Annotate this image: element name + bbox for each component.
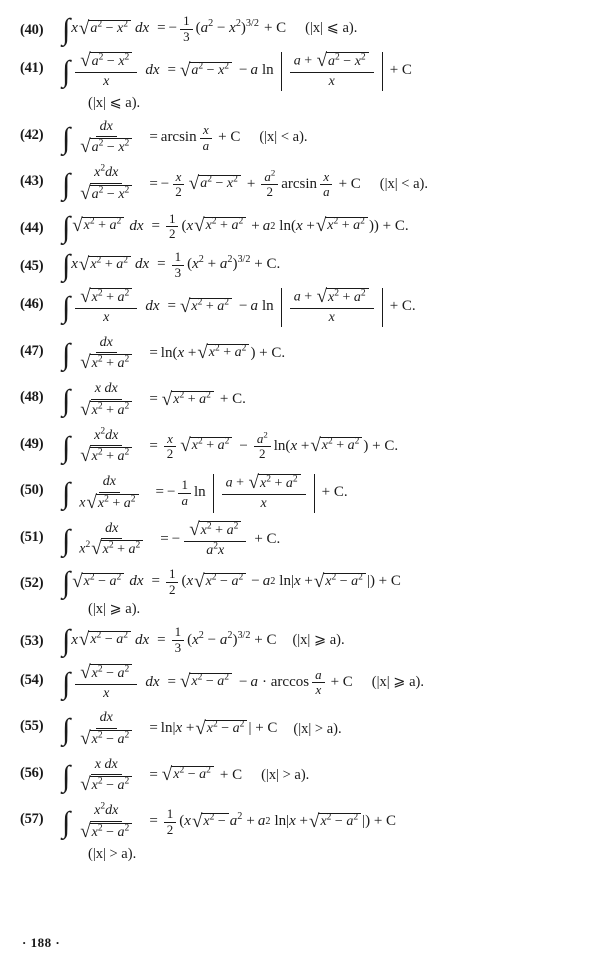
formula-body — [62, 288, 590, 327]
formula-number: (57) — [20, 811, 44, 828]
formula-item — [20, 288, 590, 327]
formula-row: ∫ √ $a^2 - x^2$ x dx = √ $a^2 - x^2$ − a ln a + √ $a^2 - x^2$ x + C — [62, 50, 412, 90]
formula-body — [62, 661, 590, 703]
integral-icon: ∫ — [62, 12, 71, 46]
formula-number: (45) — [20, 257, 44, 274]
formula-body — [62, 52, 590, 111]
integral-icon: ∫ — [62, 430, 71, 464]
formula-item — [20, 567, 590, 617]
formula-row: ∫ dx x √ $x^2 + a^2$ = − $\frac{1}{a}$ ln a + √ $x^2 + a^2$ x + C. — [62, 472, 348, 513]
page-number: · 188 · — [22, 935, 61, 950]
formula-condition: (|x| ⩾ a). — [88, 601, 141, 618]
formula-row: ∫ x dx √ $x^2 - a^2$ = √ $x^2 - a^2$ + C (|x| > a). — [62, 756, 310, 796]
formula-number: (46) — [20, 296, 44, 313]
integral-icon: ∫ — [62, 806, 71, 840]
formula-number: (52) — [20, 575, 44, 592]
formula-row: ∫ dx $x^2$ √ $x^2 + a^2$ = − √ $x^2 + a^2$ $a^2x$ + C. — [62, 518, 281, 560]
formula-row: ∫ $x^2dx$ √ $x^2 + a^2$ = $\frac{x}{2}$ √ $x^2 + a^2$ − $\frac{a^2}{2}$ ln(x + √ $x^2 + a^2$ ) + C. — [62, 425, 399, 467]
formula-number: (43) — [20, 173, 44, 190]
formula-row: ∫ √ $x^2 - a^2$ x dx = √ $x^2 - a^2$ − a · arccos $\frac{a}{x}$ + C (|x| ⩾ a). — [62, 661, 424, 701]
formula-row: ∫ x dx √ $x^2 + a^2$ = √ $x^2 + a^2$ + C. — [62, 381, 246, 420]
formula-row: ∫ x √ $x^2 - a^2$ dx = $\frac{1}{3}$ $(x^2 - a^2)^{3/2} + C$ (|x| ⩾ a). — [62, 624, 345, 658]
formula-body — [62, 165, 590, 204]
integral-icon: ∫ — [62, 477, 71, 511]
formula-condition: (|x| ⩾ a). — [371, 674, 424, 691]
integral-icon: ∫ — [62, 384, 71, 418]
formula-number: (54) — [20, 671, 44, 688]
formula-item — [20, 14, 590, 44]
formula-item — [20, 381, 590, 420]
formula-condition: (|x| > a). — [293, 720, 342, 737]
formula-number: (51) — [20, 528, 44, 545]
integral-icon: ∫ — [62, 168, 71, 202]
formula-item — [20, 250, 590, 280]
formula-row: ∫ $x^2dx$ √ $x^2 - a^2$ = $\frac{1}{2}$ (x √ $x^2$ − $a^2$ + a 2 ln|x + √ $x^2 - a^2$ |) + C — [62, 801, 397, 842]
formula-item — [20, 52, 590, 111]
integral-icon: ∫ — [62, 713, 71, 747]
integral-icon: ∫ — [62, 121, 71, 155]
formula-body — [62, 567, 590, 617]
integral-icon: ∫ — [62, 565, 71, 599]
formula-number: (42) — [20, 126, 44, 143]
formula-number: (55) — [20, 718, 44, 735]
formula-item — [20, 710, 590, 749]
integral-icon: ∫ — [62, 523, 71, 557]
formula-row: ∫ √ $x^2 + a^2$ dx = $\frac{1}{2}$ (x √ $x^2 + a^2$ + a 2 ln(x + √ $x^2 + a^2$ )) + C. — [62, 210, 409, 244]
formula-number: (48) — [20, 389, 44, 406]
integral-icon: ∫ — [62, 210, 71, 244]
formula-body — [62, 474, 590, 513]
integral-icon: ∫ — [62, 248, 71, 282]
formula-body — [62, 335, 590, 374]
formula-item — [20, 119, 590, 158]
formula-number: (50) — [20, 482, 44, 499]
formula-body — [62, 381, 590, 420]
formula-condition: (|x| > a). — [88, 845, 137, 862]
formula-body — [62, 803, 590, 862]
formula-item — [20, 661, 590, 703]
formula-body — [62, 710, 590, 749]
integral-icon: ∫ — [62, 291, 71, 325]
formula-body — [62, 119, 590, 158]
formula-number: (40) — [20, 22, 44, 38]
formula-item — [20, 757, 590, 796]
formula-number: (53) — [20, 633, 44, 650]
formula-row: ∫ x √ $x^2 + a^2$ dx = $\frac{1}{3}$ $(x^2 + a^2)^{3/2} + C$. — [62, 248, 281, 282]
formula-row: ∫ √ $x^2 + a^2$ x dx = √ $x^2 + a^2$ − a ln a + √ $x^2 + a^2$ x + C. — [62, 286, 416, 326]
integral-icon: ∫ — [62, 666, 71, 700]
formula-item — [20, 335, 590, 374]
formula-number: (44) — [20, 219, 44, 236]
formula-condition: (|x| < a). — [379, 175, 428, 192]
integral-icon: ∫ — [62, 337, 71, 371]
formula-number: (47) — [20, 342, 44, 359]
formula-row: ∫ dx √ $a^2 - x^2$ = arcsin $\frac{x}{a}$ + C (|x| < a). — [62, 118, 308, 158]
formula-item — [20, 624, 590, 658]
formula-body — [62, 624, 590, 658]
formula-item — [20, 803, 590, 862]
formula-body — [62, 14, 590, 44]
formula-body — [62, 757, 590, 796]
integral-icon: ∫ — [62, 55, 71, 89]
formula-condition: (|x| ⩾ a). — [292, 631, 345, 648]
formula-condition: (|x| ⩽ a). — [88, 94, 141, 111]
formula-item — [20, 165, 590, 204]
formula-number: (41) — [20, 60, 44, 77]
formula-number: (49) — [20, 435, 44, 452]
formula-item — [20, 212, 590, 242]
formula-row: ∫ $x^2dx$ √ $a^2 - x^2$ = − $\frac{x}{2}$ √ $a^2 - x^2$ + $\frac{a^2}{2}$ arcsin $\frac{x}{a}$ + C (|x| < a). — [62, 163, 428, 204]
formula-condition: (|x| < a). — [259, 129, 308, 146]
formula-row: ∫ dx √ $x^2 + a^2$ = ln(x + √ $x^2 + a^2$ ) + C. — [62, 334, 286, 374]
formula-row: ∫ x √ $a^2 - x^2$ dx = − $\frac{1}{3}$ $(a^2 - x^2)^{3/2}$ + C (|x| ⩽ a). — [62, 12, 358, 46]
formula-item — [20, 518, 590, 560]
formula-item — [20, 474, 590, 513]
formula-condition: (|x| ⩽ a). — [305, 20, 358, 37]
formula-body — [62, 212, 590, 242]
formula-body — [62, 425, 590, 467]
integral-icon: ∫ — [62, 759, 71, 793]
sqrt-icon: √ $a^2 - x^2$ — [79, 20, 131, 39]
integral-icon: ∫ — [62, 624, 71, 658]
formula-body — [62, 250, 590, 280]
formula-item — [20, 425, 590, 467]
formula-row: ∫ √ $x^2 - a^2$ dx = $\frac{1}{2}$ (x √ $x^2 - a^2$ − a 2 ln|x + √ $x^2 - a^2$ |) + C — [62, 565, 401, 599]
formula-condition: (|x| > a). — [261, 767, 310, 784]
formula-number: (56) — [20, 764, 44, 781]
formula-row: ∫ dx √ $x^2 - a^2$ = ln|x + √ $x^2 - a^2$ | + C (|x| > a). — [62, 710, 342, 749]
formula-body — [62, 518, 590, 560]
